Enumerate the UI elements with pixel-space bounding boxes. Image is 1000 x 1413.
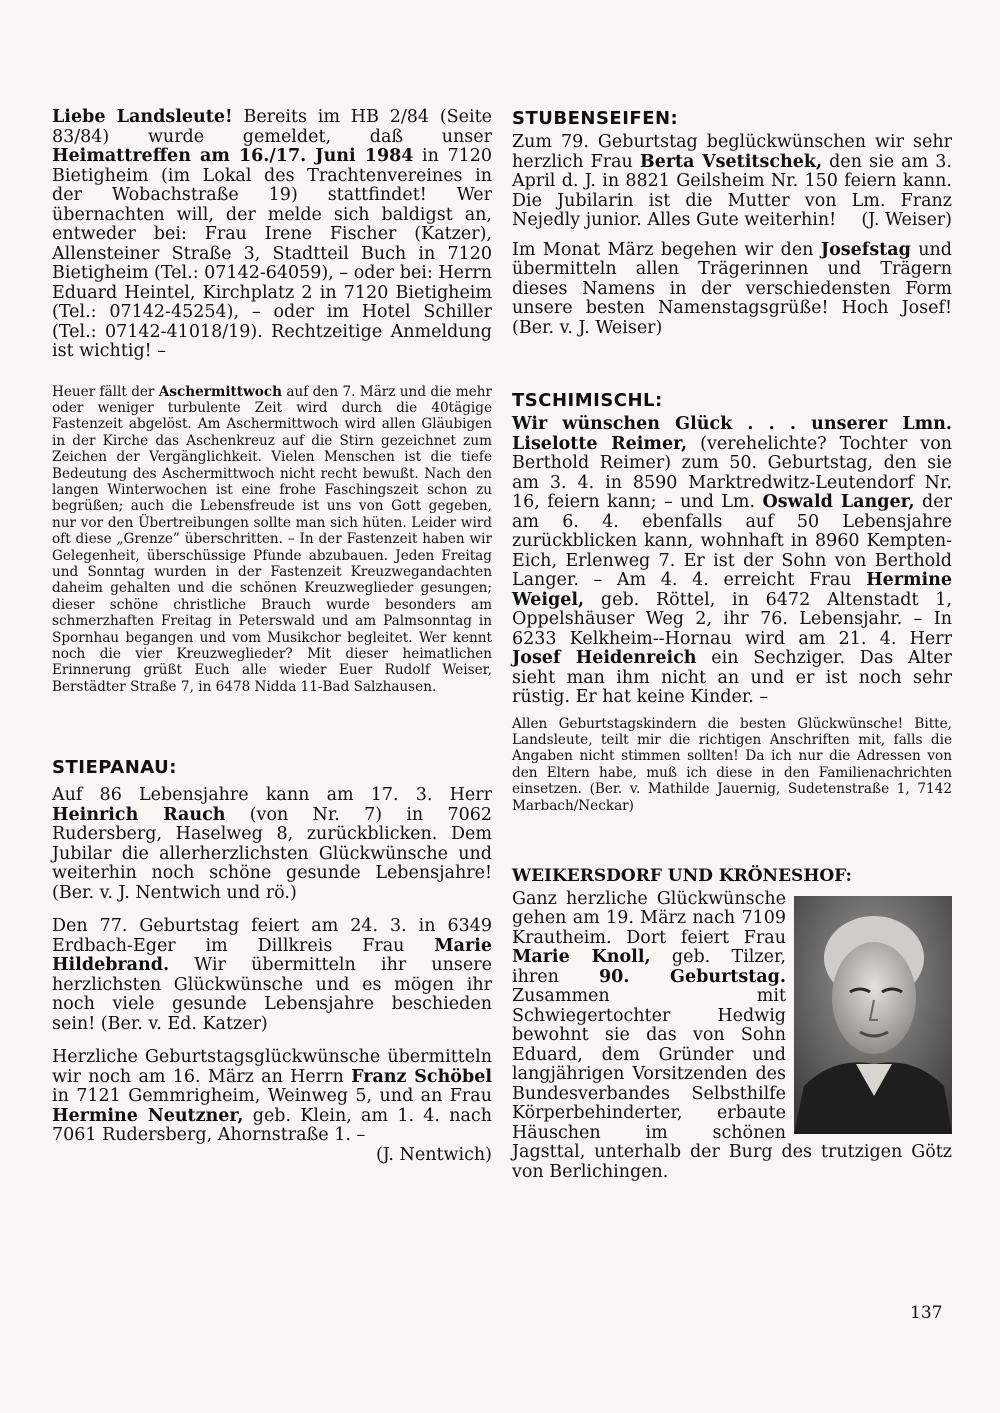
weikersdorf-p1-text-2: geb. Tilzer, ihren <box>512 947 786 987</box>
stiepanau-paragraph-3 <box>52 1048 492 1165</box>
stiepanau-p3-text-1: Herzliche Geburtstagsglückwünsche übermitteln wir noch am 16. März an Herrn <box>52 1047 492 1087</box>
stubenseifen-paragraph-1 <box>512 133 952 231</box>
stubenseifen-p2-bold-1: Josefstag <box>820 239 911 260</box>
stiepanau-p3-bold-1: Franz Schöbel <box>351 1066 492 1087</box>
intro-text-2: in 7120 Bietigheim (im Lokal des Trachtenvereines in der Wobachstraße 19) stattfindet! Wer übernachten will, der melde sich baldigst an, entweder bei: Frau Irene Fischer (Katzer), Allensteiner Straße 3, Stadtteil Buch in 7120 Bietigheim (Tel.: 07142-64059), – oder bei: Herrn Eduard Heintel, Kirchplatz 2 in 7120 Bietigheim (Tel.: 07142-45254), – oder im Hotel Schiller (Tel.: 07142-41018/19). Rechtzeitige Anmeldung ist wichtig! – <box>52 146 492 361</box>
stiepanau-paragraph-2 <box>52 917 492 1034</box>
stiepanau-p2-bold-1: Marie Hildebrand. <box>52 935 492 976</box>
portrait-image <box>794 896 952 1134</box>
tschimischl-p1-text-2: der am 6. 4. ebenfalls auf 50 Lebensjahre zurückblicken kann, wohnhaft in 8960 Kempten-Eich, Erlenweg 7. Er ist der Sohn von Berthold Langer. – Am 4. 4. erreicht Frau <box>512 492 952 590</box>
stiepanau-p2-text-2: Wir übermitteln ihr unsere herzlichsten Glückwünsche und es mögen ihr noch viele gesunde Lebensjahre beschieden sein! (Ber. v. Ed. Katzer) <box>52 955 492 1034</box>
weikersdorf-p1-bold-2: 90. Geburtstag. <box>598 966 786 987</box>
tschimischl-p1-bold-2: Oswald Langer, <box>762 492 915 512</box>
tschimischl-p1-text-4: ein Sechziger. Das Alter sieht man ihm nicht an und er ist noch sehr rüstig. Er hat keine Kinder. – <box>512 648 952 707</box>
tschimischl-heading: TSCHIMISCHL: <box>512 390 663 411</box>
left-column <box>52 108 492 1179</box>
stubenseifen-paragraph-2 <box>512 241 952 339</box>
stubenseifen-p1-bold-1: Berta Vsetitschek, <box>639 151 823 172</box>
lent-paragraph <box>52 384 492 696</box>
intro-text-1: Bereits im HB 2/84 (Seite 83/84) wurde gemeldet, daß unser <box>52 107 492 147</box>
stiepanau-signature: (J. Nentwich) <box>375 1144 492 1165</box>
stubenseifen-p2-text-1: Im Monat März begehen wir den <box>512 239 821 260</box>
stiepanau-p1-bold-1: Heinrich Rauch <box>52 804 226 825</box>
weikersdorf-heading: WEIKERSDORF UND KRÖNESHOF: <box>512 865 852 886</box>
tschimischl-p1-bold-3: Hermine Weigel, <box>512 570 952 610</box>
tschimischl-p1-bold-4: Josef Heidenreich <box>512 648 697 668</box>
stiepanau-p1-text-1: Auf 86 Lebensjahre kann am 17. 3. Herr <box>52 785 492 806</box>
stubenseifen-p1-text-1: Zum 79. Geburtstag beglückwünschen wir sehr herzlich Frau <box>512 132 952 172</box>
page-number: 137 <box>910 1303 943 1323</box>
weikersdorf-p1-bold-1: Marie Knoll, <box>512 947 651 968</box>
intro-bold-1: Heimattreffen am 16./17. Juni 1984 <box>52 146 414 166</box>
stubenseifen-signature: (J. Weiser) <box>861 210 952 230</box>
weikersdorf-p1-text-3: Zusammen mit Schwiegertochter Hedwig bewohnt sie das von Sohn Eduard, dem Gründer und langjährigen Vorsitzenden des Bundesverbandes Selbsthilfe Körperbehinderter, erbaute Häuschen im schönen Jagsttal, unterhalb der Burg des trutzigen Götz von Berlichingen. <box>512 986 952 1182</box>
stiepanau-p2-text-1: Den 77. Geburtstag feiert am 24. 3. in 6349 Erdbach-Eger im Dillkreis Frau <box>52 916 492 956</box>
tschimischl-p1-text-3: geb. Röttel, in 6472 Altenstadt 1, Oppelshäuser Weg 2, ihr 76. Lebensjahr. – In 6233 Kelkheim--Hornau wird am 21. 4. Herr <box>512 589 952 649</box>
intro-paragraph <box>52 108 492 362</box>
tschimischl-p1-text-1: (verehelichte? Tochter von Berthold Reimer) zum 50. Geburtstag, den sie am 3. 4. in 8590 Marktredwitz-Leutendorf Nr. 16, feiern kann; – und Lm. <box>512 433 952 512</box>
intro-lead: Liebe Landsleute! <box>52 107 233 127</box>
stubenseifen-p2-text-2: und übermitteln allen Trägerinnen und Trägern dieses Namens in der verschiedensten Form unsere besten Namenstagsgrüße! Hoch Josef! (Ber. v. J. Weiser) <box>512 239 952 338</box>
right-column <box>512 108 952 1196</box>
tschimischl-paragraph-2: Allen Geburtstagskindern die besten Glückwünsche! Bitte, Landsleute, teilt mir die richtigen Anschriften mit, falls die Angaben nicht stimmen sollten! Da ich nur die Adressen von den Eltern habe, muß ich diese in den Familienachrichten einsetzen. (Ber. v. Mathilde Jauernig, Sudetenstraße 1, 7142 Marbach/Neckar) <box>512 715 952 814</box>
stubenseifen-heading: STUBENSEIFEN: <box>512 108 679 129</box>
lent-bold-1: Aschermittwoch <box>158 383 283 400</box>
stiepanau-p3-text-2: in 7121 Gemmrigheim, Weinweg 5, und an Frau <box>52 1086 492 1107</box>
stiepanau-p1-text-2: (von Nr. 7) in 7062 Rudersberg, Haselweg 8, zurückblicken. Dem Jubilar die allerherzlichsten Glückwünsche und weiterhin noch schöne gesunde Lebensjahre! (Ber. v. J. Nentwich und rö.) <box>52 804 492 903</box>
tschimischl-paragraph-1 <box>512 415 952 708</box>
portrait-photo <box>794 896 952 1134</box>
stiepanau-paragraph-1 <box>52 786 492 903</box>
tschimischl-p1-bold-1: Wir wünschen Glück . . . unserer Lmn. Liselotte Reimer, <box>512 414 952 454</box>
lent-text-1: Heuer fällt der <box>52 383 159 400</box>
stubenseifen-p1-text-2: den sie am 3. April d. J. in 8821 Geilsheim Nr. 150 feiern kann. Die Jubilarin ist die Mutter von Lm. Franz Nejedly junior. Alles Gute weiterhin! <box>512 151 952 230</box>
lent-text-2: auf den 7. März und die mehr oder weniger turbulente Zeit wird durch die 40tägige Fastenzeit abgelöst. Am Aschermittwoch wird allen Gläubigen in der Kirche das Aschenkreuz auf die Stirn gezeichnet zum Zeichen der Vergänglichkeit. Vielen Menschen ist die tiefe Bedeutung des Aschermittwoch nicht recht bewußt. Nach den langen Winterwochen ist eine frohe Faschingszeit schon zu begrüßen; auch die Lebensfreude ist uns von Gott gegeben, nur vor den Übertreibungen sollte man sich hüten. Leider wird oft diese „Grenze” überschritten. – In der Fastenzeit haben wir Gelegenheit, überschüssige Pfunde abzubauen. Jeden Freitag und Sonntag wurden in der Fastenzeit Kreuzwegandachten daheim gehalten und die schönen Kreuzweglieder gesungen; dieser schöne christliche Brauch wurde besonders am schmerzhaften Freitag in Peterswald und am Palmsonntag in Spornhau begangen und vom Musikchor begleitet. Wer kennt noch die vier Kreuzweglieder? Mit dieser heimatlichen Erinnerung grüßt Euch alle wieder Euer Rudolf Weiser, Berstädter Straße 7, in 6478 Nidda 11-Bad Salzhausen. <box>52 383 492 695</box>
stiepanau-heading: STIEPANAU: <box>52 757 177 779</box>
stiepanau-p3-bold-2: Hermine Neutzner, <box>52 1105 244 1126</box>
weikersdorf-p1-text-1: Ganz herzliche Glückwünsche gehen am 19. März nach 7109 Krautheim. Dort feiert Frau <box>512 888 786 948</box>
stiepanau-p3-text-3: geb. Klein, am 1. 4. nach 7061 Rudersberg, Ahornstraße 1. – <box>52 1105 493 1146</box>
